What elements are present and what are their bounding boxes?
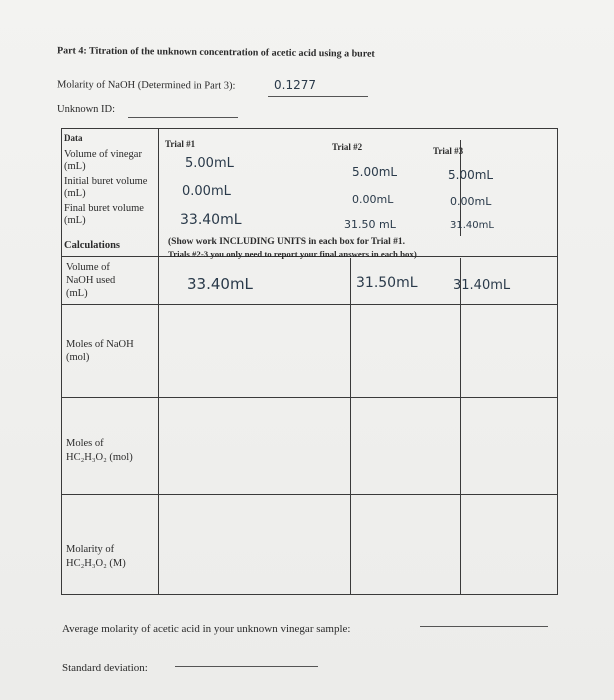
row-line-3 xyxy=(61,397,558,398)
col-header-trial-1: Trial #1 xyxy=(165,139,196,149)
initial-buret-trial-3: 0.00mL xyxy=(450,195,492,208)
row-label-vinegar-volume: Volume of vinegar (mL) xyxy=(64,149,142,172)
initial-buret-trial-2: 0.00mL xyxy=(352,193,394,206)
part-title: Part 4: Titration of the unknown concentration of acetic acid using a buret xyxy=(56,45,375,60)
initial-buret-trial-1: 0.00mL xyxy=(182,184,231,199)
final-buret-trial-3: 31.40mL xyxy=(450,220,494,231)
naoh-volume-trial-3: 31.40mL xyxy=(453,278,511,293)
molarity-underline xyxy=(268,96,368,97)
calc-label-naoh-volume-line-2: NaOH used xyxy=(66,275,116,286)
vinegar-volume-trial-2: 5.00mL xyxy=(352,165,398,179)
col-line-1 xyxy=(158,128,159,594)
calc-label-acid-moles-line-2: HC₂H₃O₂ (mol) xyxy=(66,452,133,463)
standard-deviation-underline xyxy=(175,666,318,667)
calc-label-naoh-volume-line-3: (mL) xyxy=(66,288,88,299)
row-line-4 xyxy=(61,494,558,495)
calc-label-naoh-moles-line-1: Moles of NaOH xyxy=(66,339,134,350)
average-molarity-label: Average molarity of acetic acid in your unknown vinegar sample: xyxy=(62,623,351,635)
calculations-label: Calculations xyxy=(64,240,121,251)
final-buret-trial-1: 33.40mL xyxy=(180,212,242,228)
unknown-id-underline xyxy=(128,117,238,118)
final-buret-trial-2: 31.50 mL xyxy=(344,218,396,231)
calc-label-naoh-moles-line-2: (mol) xyxy=(66,352,90,363)
standard-deviation-label: Standard deviation: xyxy=(62,662,148,674)
calc-label-acid-molarity-line-2: HC₂H₃O₂ (M) xyxy=(66,558,126,569)
col-header-data: Data xyxy=(64,133,83,143)
table-border-top xyxy=(61,128,558,129)
vinegar-volume-trial-1: 5.00mL xyxy=(185,156,234,171)
naoh-molarity-value: 0.1277 xyxy=(274,78,316,92)
average-molarity-underline xyxy=(420,626,548,627)
calculations-note-line-2: Trials #2-3 you only need to report your final answers in each box) xyxy=(168,249,417,259)
row-line-2 xyxy=(61,304,558,305)
table-border-left xyxy=(61,128,62,594)
calc-label-acid-moles-line-1: Moles of xyxy=(66,438,104,449)
calc-label-naoh-volume-line-1: Volume of xyxy=(66,262,110,273)
calculations-note-line-1: (Show work INCLUDING UNITS in each box for Trial #1. xyxy=(168,237,405,247)
col-header-trial-3: Trial #3 xyxy=(433,146,464,156)
naoh-volume-trial-2: 31.50mL xyxy=(356,275,418,291)
row-label-initial-buret: Initial buret volume (mL) xyxy=(64,176,148,199)
naoh-molarity-label: Molarity of NaOH (Determined in Part 3): xyxy=(56,79,236,92)
naoh-volume-trial-1: 33.40mL xyxy=(187,275,253,293)
row-label-final-buret: Final buret volume (mL) xyxy=(64,203,144,226)
col-line-3b xyxy=(460,258,461,594)
vinegar-volume-trial-3: 5.00mL xyxy=(448,168,494,182)
col-line-2 xyxy=(350,258,351,594)
table-border-bottom xyxy=(61,594,558,595)
unknown-id-label: Unknown ID: xyxy=(57,104,116,115)
table-border-right xyxy=(557,128,558,594)
col-header-trial-2: Trial #2 xyxy=(332,142,363,152)
calc-label-acid-molarity-line-1: Molarity of xyxy=(66,544,115,555)
